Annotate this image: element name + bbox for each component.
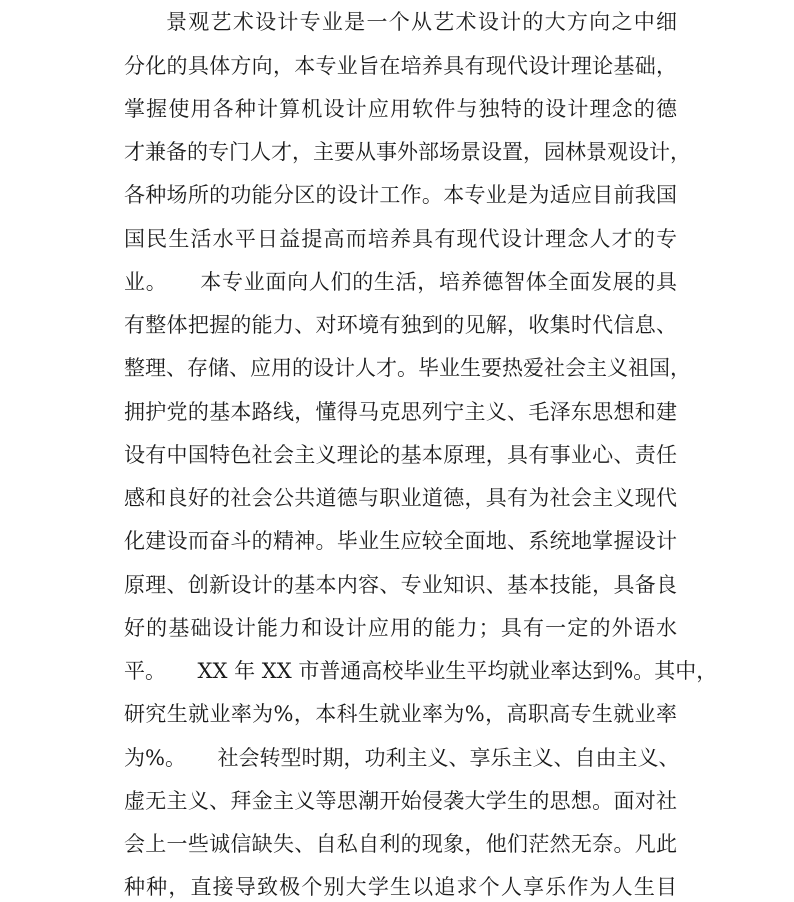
text-line-9: 整理、存储、应用的设计人才。毕业生要热爱社会主义祖国， — [124, 356, 691, 380]
text-line-20: 会上一些诚信缺失、自私自利的现象，他们茫然无奈。凡此 — [124, 832, 677, 856]
text-line-7: 业。 本专业面向人们的生活，培养德智体全面发展的具 — [124, 270, 677, 294]
text-line-2: 分化的具体方向，本专业旨在培养具有现代设计理论基础， — [124, 54, 677, 78]
text-line-5: 各种场所的功能分区的设计工作。本专业是为适应目前我国 — [124, 183, 677, 207]
text-line-12: 感和良好的社会公共道德与职业道德，具有为社会主义现代 — [124, 486, 677, 510]
text-line-10: 拥护党的基本路线，懂得马克思列宁主义、毛泽东思想和建 — [124, 400, 677, 424]
text-line-21: 种种，直接导致极个别大学生以追求个人享乐作为人生目 — [124, 875, 677, 899]
text-line-18: 为%。 社会转型时期，功利主义、享乐主义、自由主义、 — [124, 746, 680, 770]
text-line-6: 国民生活水平日益提高而培养具有现代设计理念人才的专 — [124, 227, 677, 251]
text-line-13: 化建设而奋斗的精神。毕业生应较全面地、系统地掌握设计 — [124, 529, 677, 553]
text-line-14: 原理、创新设计的基本内容、专业知识、基本技能，具备良 — [124, 573, 677, 597]
text-line-4: 才兼备的专门人才，主要从事外部场景设置，园林景观设计， — [124, 140, 691, 164]
text-line-19: 虚无主义、拜金主义等思潮开始侵袭大学生的思想。面对社 — [124, 789, 677, 813]
text-line-1: 景观艺术设计专业是一个从艺术设计的大方向之中细 — [166, 10, 677, 34]
text-line-17: 研究生就业率为%，本科生就业率为%，高职高专生就业率 — [124, 702, 677, 726]
text-line-8: 有整体把握的能力、对环境有独到的见解，收集时代信息、 — [124, 313, 677, 337]
text-line-11: 设有中国特色社会主义理论的基本原理，具有事业心、责任 — [124, 443, 677, 467]
text-line-3: 掌握使用各种计算机设计应用软件与独特的设计理念的德 — [124, 97, 677, 121]
text-line-16: 平。 XX 年 XX 市普通高校毕业生平均就业率达到%。其中， — [124, 659, 718, 683]
text-line-15: 好的基础设计能力和设计应用的能力；具有一定的外语水 — [124, 616, 677, 640]
